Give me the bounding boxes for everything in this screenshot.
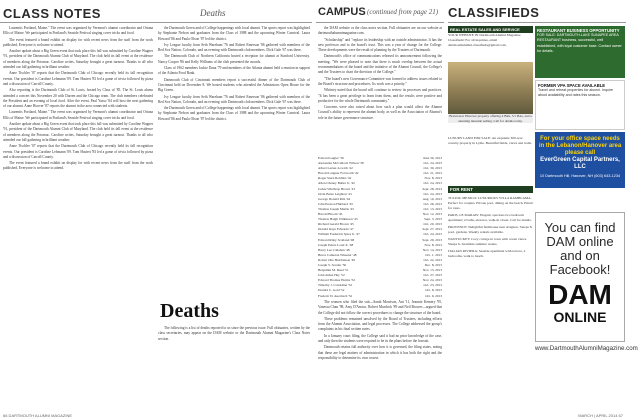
luxury-land-text: LUXURY LAND FOR SALE: An exquisite 300-acre country property in Lyme. Beautiful fields, views and trails. [448, 136, 532, 145]
restaurant-ad [535, 26, 625, 78]
death-name: Albert Lerner-Lowich '42 [318, 166, 353, 171]
article-paragraph: Concerns were also raised about how such a plan would affect the Alumni Council's ability to represent the alumni body, as well as the Association of Alumni's role in the future governance structure. [318, 105, 442, 120]
article-paragraph: Also reporting is the Dartmouth Club of St. Louis, hosted by Class of '85. The St. Louis alums attended a concert this November 20 with Darren and the Chicago team. The club members celebrated the President and an evening of local food. After the event, Paul Yasso '84 will host the next gathering of our alumni. Anne Hoover '87 reports the alumni in the area connected with students. [3, 88, 153, 109]
article-paragraph: Another update about a Big Green event that took place this fall was submitted by Caroline Wagner '91, president of the Dartmouth Alumni Club of Maryland. The club held its fall event at the residence of members along the Potomac. Caroline writes, Saturday brought a great turnout. Thanks to all who attended our fall gathering in brilliant weather. [3, 122, 153, 142]
rental-listing: ITALIAN RIVIERA: Seaside apartment with terrace, 2 bedrooms, walk to beach. [448, 249, 526, 258]
luxury-land-section [448, 136, 533, 146]
death-name: Donald C. Gold '52 [318, 288, 345, 293]
rentals-section [448, 196, 533, 261]
death-name: Joseph S. Sonder '50 [318, 262, 347, 267]
real-estate-section [448, 26, 533, 48]
campus-column [318, 26, 442, 156]
death-date: Oct. 21, 2013 [423, 171, 442, 176]
office-space-ad-contact: 10 Dartmouth Hill, Hanover, NH (603) 643-1234 [539, 174, 621, 178]
restaurant-ad-heading: RESTAURANT BUSINESS OPPORTUNITY [537, 28, 620, 33]
deaths-tag: Deaths [200, 8, 226, 18]
death-date: Nov. 8, 2013 [424, 176, 442, 181]
travel-ad-body: Travel and retreat properties for alumni. Inquire about availability and rates this season. [538, 88, 613, 98]
article-paragraph: "The board's new Governance Committee was formed to address issues related to the Board's structure and procedures. Its work was a priority." [318, 76, 442, 86]
campus-continued: (continued from page 21) [367, 8, 439, 16]
death-name: Thomas Haigh Wilkinson '45 [318, 217, 358, 222]
death-date: Oct. 27, 2013 [423, 273, 442, 278]
death-date: Nov. 8, 2013 [424, 242, 442, 247]
death-date: Nov. 24, 2013 [422, 278, 442, 283]
death-name: Thomas Joseph Martin '45 [318, 206, 354, 211]
death-date: Sept. 27, 2013 [422, 227, 442, 232]
death-date: Oct. 20, 2013 [423, 222, 442, 227]
class-notes-header: CLASS NOTES [3, 6, 101, 21]
article-paragraph: the DAM website or the class notes section. Full obituaries are on our website at dartmouthalumnimagazine.com. [318, 26, 442, 36]
article-paragraph: The women who filed the suit—Sarah Morrison, Ant '11, Jeannie Kemery '95, Vanessa Chan '98, Amy D'Amico, Robert Murdock '89 and Neil Brower—argued that the College did not follow the correct procedures to change the structure of the board. [318, 300, 442, 315]
article-paragraph: Dartmouth's office of communications released its announcement following the meeting. "We were pleased to note that there is much overlap between the actual recommendations of the board and the initiative of the Alumni Council, the College's and the Trustees to chart the direction of the College." [318, 54, 442, 75]
death-date: Oct. 24, 2013 [423, 191, 442, 196]
death-date: Nov. 12, 2013 [422, 212, 442, 217]
article-paragraph: The event featured a brand exhibit on display for with recent news from the staff from the work published, Everyone is welcome to attend. [3, 37, 153, 47]
article-paragraph: the Dartmouth Green and of College happenings with local alumni. The sports report was highlighted by Stephanie Nelson and graduates from the Class of 1988 and the upcoming Winter Carnival. Laura Howard '86 and Paula Olson '87 led the district. [158, 106, 310, 121]
death-name: Edward Thomas Harms '52 [318, 278, 355, 283]
death-date: Sept. 3, 2013 [424, 217, 442, 222]
death-date: Nov. 13, 2013 [422, 268, 442, 273]
death-date: Oct. 23, 2013 [423, 283, 442, 288]
death-name: Benjamin M. Reed '51 [318, 268, 349, 273]
rental-listing: PROVENCE: Delightful farmhouse near Avignon. Sleeps 8, pool, gardens. Weekly rentals available. [448, 225, 533, 234]
dam-logo-text: DAM [548, 279, 612, 310]
article-paragraph: Anne Tischler '07 reports that the Dartmouth Club of Chicago recently held its fall recognition events. Our president is Caroline Lehmann '09. Tom Hastert '83 led a game of trivia followed by pizza and a discussion of Carroll County. [3, 71, 153, 86]
rule-campus [316, 22, 444, 23]
article-paragraph: "Scholarship" and "replace its leadership with an outside administrator. It has the new professor and to the board's trust. This was a year of change for the College. These developments were the result of planning by the Trustees of Dartmouth. [318, 37, 442, 53]
death-date: Oct. 26, 2013 [423, 201, 442, 206]
rental-listing: PARIS, LE MARAIS: Elegant, spacious two bedroom apartment; 2 baths, elevator, walk-in closet. Call for details. [448, 213, 532, 222]
dam-online-text: ONLINE [553, 309, 607, 325]
death-name: Timothy J. Considine '52 [318, 283, 353, 288]
article-paragraph: The Dartmouth Club of Northern California hosted a reception for alumni at Stanford University. Nancy Cooper '86 and Kelly Williams of the club presented the awards. [158, 54, 310, 64]
deaths-list [318, 156, 442, 299]
footer-left: 66 DARTMOUTH ALUMNI MAGAZINE [3, 413, 73, 418]
death-date: Aug. 10, 2013 [422, 196, 442, 201]
article-paragraph: the Dartmouth Green and of College happenings with local alumni. The sports report was highlighted by Stephanie Nelson and graduates from the Class of 1988 and the upcoming Winter Carnival. Laura Howard '86 and Paula Olson '87 led the district. [158, 26, 310, 41]
property-caption: Brand-new Hanover property offering 4 BRs, 3.5 BAs, and a stunning lakeside setting. Call for details today. [449, 114, 532, 123]
death-name: Allen Cheney Butler Jr. '42 [318, 181, 355, 186]
death-name: Harry Lee Callahan '48 [318, 247, 350, 252]
deaths-intro [158, 326, 310, 410]
death-date: Dec. 8, 2013 [424, 262, 442, 267]
death-name: Edward Gugler '36 [318, 156, 344, 160]
death-name: John Alden Hey '52 [318, 273, 345, 278]
death-date: Oct. 24, 2013 [423, 232, 442, 237]
class-notes-column [3, 26, 153, 408]
dam-online-ad[interactable] [535, 212, 625, 342]
death-date: Oct. 8, 2013 [425, 288, 442, 293]
article-paragraph: In a January court filing, the College said it had no prior knowledge of the case, and only then the students were required to be in the plans before the lawsuit. [318, 333, 442, 344]
article-paragraph: Another update about a Big Green event that took place this fall was submitted by Caroline Wagner '91, president of the Dartmouth Alumni Club of Maryland. The club held its fall event at the residence of members along the Potomac. Caroline writes, Saturday brought a great turnout. Thanks to all who attended our fall gathering in brilliant weather. [3, 49, 153, 70]
death-date: Oct. 30, 2013 [423, 166, 442, 171]
article-paragraph: Laurentis Portland, Maine." The event was organized by Vermont's alumni coordinator and Oriana Ellis of Maine. We participated in Portland's Seaside Festival singing cover tricks and food. [3, 26, 153, 36]
death-date: June 30, 2013 [423, 156, 442, 160]
rental-listing: TULUM, MEXICO: LUXURIOUS VILLA RAMBLAMA. Perfect for couples. Private pool, dining on the beach. Email for rates. [448, 196, 533, 210]
real-estate-body: YOUR WEBSITE IN Dartmouth Alumni Magazine Classifieds! For all inquiries, email dartmouthalumni.classifieds@gmail.com. [448, 33, 521, 47]
death-date: Oct. 6, 2013 [425, 293, 442, 298]
rule-left [0, 22, 312, 23]
rental-listing: NANTUCKET: Cozy cottage in town with ocean views. Sleeps 6. Available summer weeks. [448, 237, 527, 246]
death-name: William Frederick Spies Jr. '47 [318, 232, 360, 237]
death-date: Oct. 24, 2013 [423, 161, 442, 166]
death-name: Frederic D. Auerbach '52 [318, 293, 353, 298]
article-paragraph: Ivy League faculty from Seth Wareham '76 and Robert Emerson '86 gathered with members of the Red Sox Nation, Colorado, and an evening with Dartmouth club members. Dick Gale '67 was there. [158, 42, 310, 53]
article-paragraph: Dartmouth retains full authority over how it is governed, the filing states, noting that these are legal matters of administration in which it has both the right and the responsibility to determine its own course. [318, 345, 442, 360]
death-name: Harold Bloom '45 [318, 212, 343, 217]
death-date: Oct. 22, 2013 [423, 257, 442, 262]
article-paragraph: Class of 1962 members Jackie Dana '79 and members of the Atlanta alumni held a reunion in support of the Atlanta Food Bank. [158, 66, 310, 76]
death-name: Donald Kaye Edwards '47 [318, 227, 354, 232]
article-paragraph: Laurentis Portland, Maine." The event was organized by Vermont's alumni coordinator and Oriana Ellis of Maine. We participated in Portland's Seaside Festival singing cover tricks and food. [3, 110, 153, 120]
death-name: Robert Otis Hutchinson '49 [318, 257, 356, 262]
property-photo [448, 62, 533, 114]
death-name: George Donald Ritz '44 [318, 196, 351, 201]
classifieds-header: CLASSIFIEDS [448, 5, 540, 20]
office-space-ad-company: EverGreen Capital Partners, LLC [540, 157, 620, 170]
for-rent-heading: FOR RENT [448, 186, 533, 193]
death-date: Oct. 1, 2013 [425, 252, 442, 257]
death-name: John Preston Hubbard '45 [318, 201, 353, 206]
article-paragraph: The event featured a brand exhibit on display for with recent news from the staff from the work published, Everyone is welcome to attend. [3, 161, 153, 171]
restaurant-ad-body: FOR SALE: DARTMOUTH-LAKE SUNAPEE AREA RESTAURANT business, successful, well established, with loyal customer base. Contact owner for details. [537, 33, 622, 53]
death-name: Roger Stern Robbins '42 [318, 176, 352, 181]
death-date: Sept. 28, 2013 [422, 186, 442, 191]
article-paragraph: These problems remained unsolved by the Board of Trustees, including efforts from the Alumni Association, and legal processes. The College addressed the group's complaints in his final written notes. [318, 316, 442, 332]
office-space-ad[interactable] [535, 132, 625, 188]
article-paragraph: Anne Tischler '07 reports that the Dartmouth Club of Chicago recently held its fall recognition events. Our president is Caroline Lehmann '09. Tom Hastert '83 led a game of trivia followed by pizza and a discussion of Carroll County. [3, 144, 153, 159]
deaths-intro-text: The following is a list of deaths reported to us since the previous issue. Full obituaries, written by the class secretaries, may appear on the DAM website or the Dartmouth Alumni Magazine's Class Notes section. [158, 326, 310, 341]
travel-ad-heading: FORMER VPA SPACE AVAILABLE [538, 83, 606, 88]
campus-column-b [318, 300, 442, 412]
article-paragraph: Whitney noted that the board will continue to review its processes and practices. "It has been a great privilege to learn from them, and the results were positive and productive for the whole Dartmouth community." [318, 88, 442, 103]
real-estate-heading: REAL ESTATE SALES AND SERVICE [448, 26, 533, 33]
campus-header: CAMPUS [318, 6, 366, 18]
death-date: Sept. 29, 2013 [422, 237, 442, 242]
death-name: Joseph Peters Loud Jr. '48 [318, 242, 354, 247]
death-name: Orrin Bates Leighton '43 [318, 191, 352, 196]
death-name: Richard Gerald Brown '45 [318, 222, 354, 227]
class-notes-column-2 [158, 26, 310, 298]
deaths-heading: Deaths [160, 300, 219, 322]
death-date: Oct. 13, 2013 [423, 206, 442, 211]
article-paragraph: Dartmouth Club of Cincinnati members report a successful dinner of the Dartmouth Club of Cincinnati held on December 8. We hosted students who attended the Admissions Open House for the Big Green. [158, 77, 310, 93]
rule-classifieds [448, 22, 626, 23]
office-space-ad-headline: For your office space needs in the Lebanon/Hanover area please call [538, 136, 622, 156]
death-name: Bruce Cameron Wheeler '48 [318, 252, 357, 257]
death-date: Oct. 24, 2013 [423, 181, 442, 186]
article-paragraph: Ivy League faculty from Seth Wareham '76 and Robert Emerson '86 gathered with members of the Red Sox Nation, Colorado, and an evening with Dartmouth club members. Dick Gale '67 was there. [158, 94, 310, 104]
death-name: Edward Riley Scatland '48 [318, 237, 355, 242]
travel-ad [535, 80, 625, 130]
footer-right: MARCH | APRIL 2014 67 [578, 413, 623, 418]
death-entry [318, 294, 442, 299]
death-date: Nov. 14, 2013 [422, 247, 442, 252]
dam-online-tagline: You can find DAM online and on Facebook! [544, 220, 616, 277]
death-name: Jackie Winthrop Brown '43 [318, 186, 356, 191]
death-name: Alexander McCulloch Wilson '38 [318, 161, 364, 166]
dam-website-link[interactable]: www.DartmouthAlumniMagazine.com [535, 345, 638, 352]
death-name: Harold Langner Foxworth '42 [318, 171, 359, 176]
